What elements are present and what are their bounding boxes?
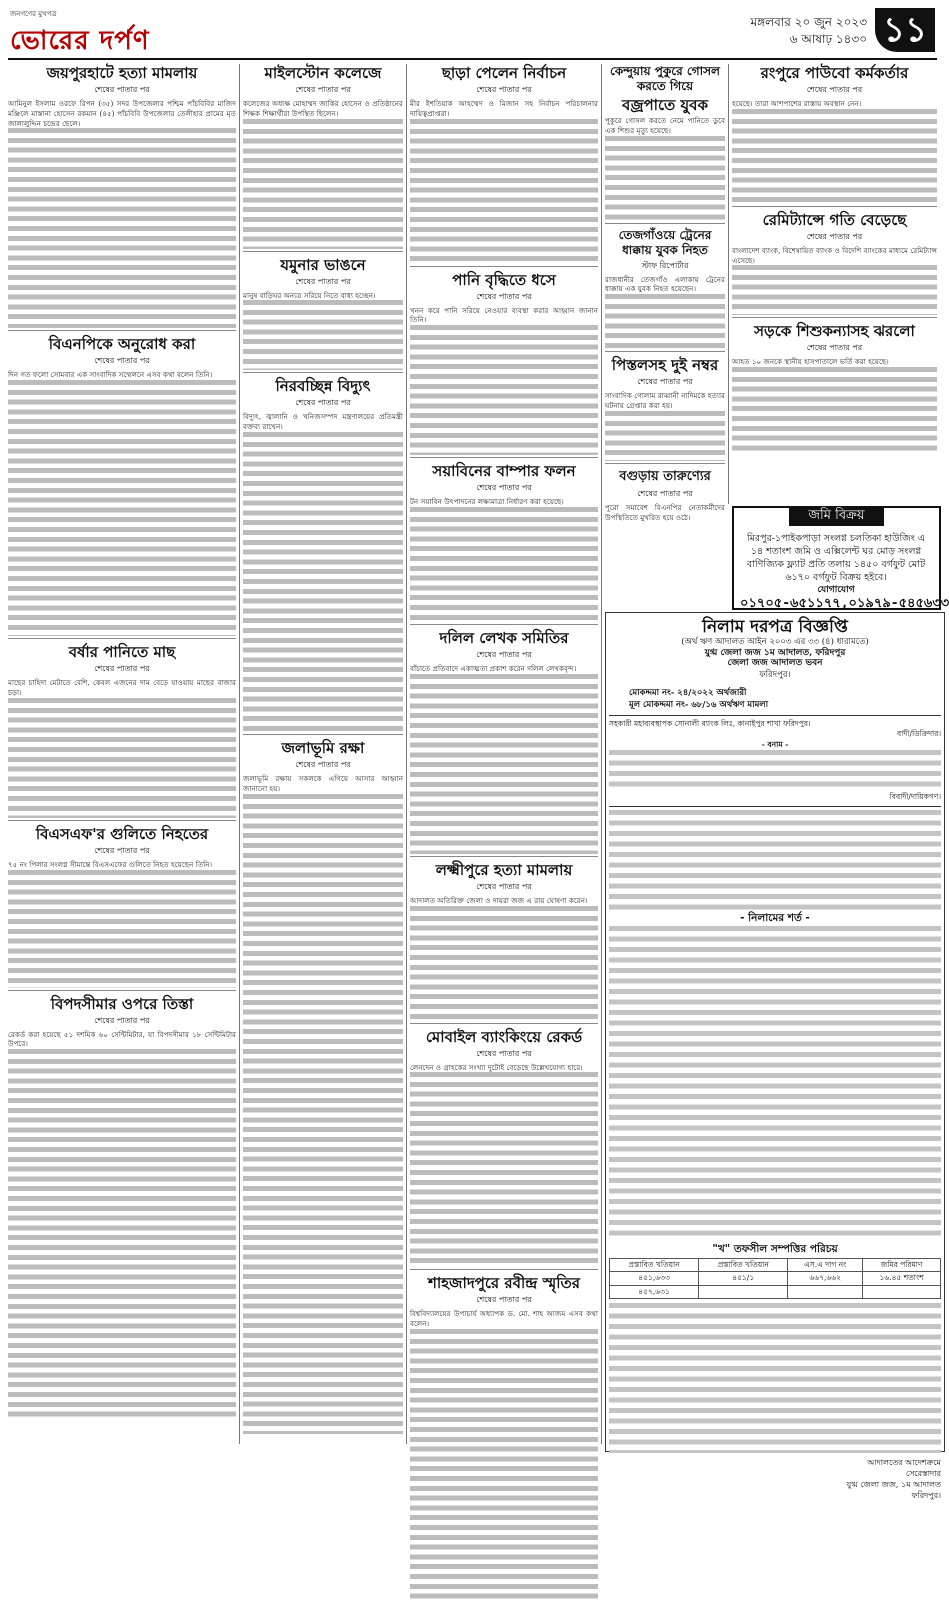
article-headline: ছাড়া পেলেন নির্বাচন (441, 64, 567, 82)
article (410, 629, 598, 857)
article-body: সাংবাদিক গোলাম রাব্বানী নাদিমকে হত্যার ঘটনায় গ্রেপ্তার করা হয়। (605, 391, 725, 410)
column-5 (732, 64, 937, 504)
article-byline: শেষের পাতার পর (295, 759, 351, 769)
article-body: বাংলাদেশ ব্যাংক, বিশেষায়িত ব্যাংক ও বিদেশি ব্যাংকের মাধ্যমে রেমিট্যান্স এসেছে। (732, 245, 937, 265)
conditions-text-lines (609, 926, 941, 1241)
signature-line: আদালতের আদেশক্রমে (867, 1458, 941, 1467)
notice-court: যুগ্ম জেলা জজ ১ম আদালত, ফরিদপুর (704, 647, 846, 658)
article-text-lines (243, 300, 403, 370)
versus: - বনাম - (761, 739, 789, 749)
article-text-lines (605, 294, 725, 349)
article-text-lines (8, 128, 236, 328)
article-byline: শেষের পাতার পর (476, 85, 532, 94)
article (8, 64, 236, 331)
table-cell: ৪৫১,৬৩৩ (610, 1272, 699, 1286)
article-headline: বর্ষার পানিতে মাছ (68, 643, 176, 662)
article (410, 462, 598, 625)
column-2 (243, 64, 403, 1444)
article (243, 377, 403, 735)
article-headline: পিস্তলসহ দুই নম্বর (611, 356, 719, 375)
article-byline: শেষের পাতার পর (476, 291, 532, 301)
article (8, 643, 236, 821)
article-headline: সয়াবিনের বাম্পার ফলন (432, 462, 576, 481)
article-text-lines (410, 325, 598, 455)
article-body: মীর ইশতিয়াক আহম্মেদ ও মিজান সহ নির্বাচন পরিচালনার দায়িত্বপ্রাপ্তরা। (410, 99, 598, 118)
column-4 (605, 64, 725, 522)
article-byline: স্টাফ রিপোর্টার (641, 260, 689, 270)
article (243, 64, 403, 252)
article-headline: লক্ষ্মীপুরে হত্যা মামলায় (435, 860, 573, 879)
table-cell (788, 1285, 863, 1299)
case-number: মোকদ্দমা নং- ২৪/২০২২ অর্থজারী (629, 687, 747, 698)
article (605, 228, 725, 353)
article-headline: সড়কে শিশুকন্যাসহ ঝরলো (754, 322, 915, 341)
article-text-lines (605, 411, 725, 461)
article-text-lines (605, 136, 725, 221)
article-byline: শেষের পাতার পর (94, 85, 150, 94)
article-headline: যমুনার ভাঙনে (280, 255, 366, 274)
schedule-table (609, 1258, 941, 1300)
article-headline: বিএনপিকে অনুরোধ করা (48, 335, 196, 354)
defendant-tag: বিবাদী/দায়িকগণ। (889, 792, 941, 801)
table-cell: ৪৫৭,৬৩১ (610, 1285, 699, 1299)
masthead (8, 6, 937, 60)
table-cell: ১৬.৪৫ শতাংশ (863, 1272, 941, 1286)
brand (10, 8, 150, 64)
article-byline: শেষের পাতার পর (637, 488, 693, 498)
article-text-lines (8, 1049, 236, 1419)
article-text-lines (8, 870, 236, 988)
article-body: বিদ্যুৎ, জ্বালানি ও খনিজসম্পদ মন্ত্রণালয়ের প্রতিমন্ত্রী বক্তব্য রাখেন। (243, 412, 403, 432)
article (732, 322, 937, 454)
article-text-lines (243, 794, 403, 1434)
notice-text-lines (609, 810, 941, 910)
schedule-text-lines (609, 1303, 941, 1453)
column-divider (601, 64, 602, 1444)
article-text-lines (410, 674, 598, 854)
table-cell: ৬৬৭,৬৬২ (788, 1272, 863, 1286)
article-byline: শেষের পাতার পর (94, 664, 150, 674)
article-text-lines (8, 698, 236, 818)
article (605, 356, 725, 464)
article-text-lines (410, 1329, 598, 1599)
article-byline: শেষের পাতার পর (476, 881, 532, 891)
article-body: দিন গত ফলো সোমবার এক সাংবাদিক সম্মেলনে এসব কথা বলেন তিনি। (8, 370, 236, 380)
notice-title: নিলাম দরপত্র বিজ্ঞপ্তি (702, 617, 848, 637)
article-byline: শেষের পাতার পর (295, 398, 351, 408)
article-headline: রেমিট্যান্সে গতি বেড়েছে (762, 210, 907, 229)
article-headline: দলিল লেখক সমিতির (439, 628, 569, 647)
table-header: প্রস্তাবিত খতিয়ান (610, 1258, 699, 1272)
table-row (610, 1272, 941, 1286)
article-headline: জয়পুরহাটে হত্যা মামলায় (46, 64, 198, 82)
article-body: পুরো সমাবেশ বিএনপির নেতাকর্মীদের উপস্থিতিতে মুখরিত হয়ে ওঠে। (605, 502, 725, 522)
article (732, 64, 937, 207)
article (410, 1028, 598, 1271)
article-text-lines (732, 265, 937, 315)
table-header: জমির পরিমাণ (863, 1258, 941, 1272)
article-byline: শেষের পাতার পর (295, 85, 351, 94)
article (8, 995, 236, 1422)
article-body: আমিনুল ইসলাম ওরফে রিপন (৩৫) সদর উপজেলার পশ্চিম পাঁচবিবির মাজিদ মঞ্জিলে মাস্তানা হোসেন রকমান (৪৫) পাঁচবিবি উপজেলার তেলীহার প্রামের মৃত জালালুদ্দিন চন্দ্রের ছেলে। (8, 99, 236, 128)
conditions-heading: - নিলামের শর্ত - (740, 911, 810, 924)
article-headline: রংপুরে পাউবো কর্মকর্তার (760, 64, 909, 82)
table-cell (699, 1285, 788, 1299)
article-body: রাজধানীর তেজগাঁও এলাকায় ট্রেনের ধাক্কায় এক যুবক নিহত হয়েছেন। (605, 274, 725, 294)
table-header: প্রস্তাবিত খতিয়ান (699, 1258, 788, 1272)
article-headline: জলাভূমি রক্ষা (281, 738, 365, 757)
notice-court-building: জেলা জজ আদালত ভবন (727, 658, 823, 668)
date-bangla: ৬ আষাঢ় ১৪৩০ (789, 32, 867, 46)
article-body: টন সয়াবিন উৎপাদনের লক্ষ্যমাত্রা নির্ধারণ করা হয়েছে। (410, 497, 598, 507)
article-body: জলাভূমি রক্ষায় সকলকে এগিয়ে আসার আহ্বান জানানো হয়। (243, 773, 403, 793)
column-1 (8, 64, 236, 1444)
article (732, 211, 937, 319)
parties (609, 715, 941, 807)
article-body: আহত ১০ জনকে স্থানীয় হাসপাতালে ভর্তি করা হয়েছে। (732, 357, 937, 367)
article (8, 825, 236, 991)
article (410, 271, 598, 459)
article-body: বাঁচাতে প্রতিবাদে একাত্মতা প্রকাশ করেন দলিল লেখকবৃন্দ। (410, 664, 598, 674)
article-byline: শেষের পাতার পর (806, 231, 863, 241)
table-header: এস.এ দাগ নং (788, 1258, 863, 1272)
article-headline: তেজগাঁওয়ে ট্রেনের ধাক্কায় যুবক নিহত (618, 227, 712, 257)
article-headline: কেন্দুয়ায় পুকুরে গোসল করতে গিয়ে (610, 64, 720, 93)
article-body: কলেজের অধ্যক্ষ মোহাম্মদ জাকির হোসেন ও প্রতিষ্ঠানের শিক্ষক শিক্ষার্থীরা উপস্থিত ছিলেন। (243, 99, 403, 118)
article-byline: শেষের পাতার পর (806, 343, 863, 353)
plaintiff: সহকারী মহাব্যবস্থাপক সোনালী ব্যাংক লিঃ, কানাইপুর শাখা ফরিদপুর। (609, 718, 811, 728)
article-byline: শেষের পাতার পর (94, 845, 150, 855)
article-text-lines (410, 906, 598, 1021)
article (410, 64, 598, 267)
table-header-row (610, 1258, 941, 1272)
article-body: হয়েছে। তারা আশপাশের রাস্তায় অবস্থান নেন। (732, 99, 937, 109)
article-byline: শেষের পাতার পর (476, 1048, 532, 1058)
article-body: পুকুরে গোসল করতে নেমে পানিতে ডুবে এক শিশুর মৃত্যু হয়েছে। (605, 116, 725, 135)
ad-body (740, 532, 949, 611)
article (243, 256, 403, 374)
article-headline: মাইলস্টোন কলেজে (264, 64, 382, 82)
article-body: বিশ্ববিদ্যালয়ের উপাচার্য অধ্যাপক ড. মো. শাহ আজম এসব কথা বলেন। (410, 1309, 598, 1329)
article-byline: শেষের পাতার পর (806, 85, 863, 94)
article-headline: পানি বৃদ্ধিতে ধসে (452, 270, 556, 289)
table-row (610, 1285, 941, 1299)
article-body: আদালত অতিরিক্ত জেলা ও দায়রা জজ এ রায় ঘোষণা করেন। (410, 896, 598, 906)
case-numbers (629, 687, 941, 711)
article-headline: বিপদসীমার ওপরে তিস্তা (50, 994, 194, 1013)
article-byline: শেষের পাতার পর (637, 377, 693, 387)
article-byline: শেষের পাতার পর (476, 483, 532, 493)
article-body: খনন করে পানি সরিয়ে নেওয়ার ব্যবস্থা করার আহ্বান জানান তিনি। (410, 305, 598, 325)
notice-law: (অর্থ ঋণ আদালত আইন ২০০৩ এর ৩৩ (৪) ধারামতে) (681, 636, 869, 647)
signature-line: ফরিদপুর। (911, 1491, 941, 1500)
article-byline: শেষের পাতার পর (476, 649, 532, 659)
article (8, 335, 236, 639)
article-body: লেনদেন ও গ্রাহকের সংখ্যা দুটোই বেড়েছে উল্লেখযোগ্য হারে। (410, 1063, 598, 1073)
notice-city: ফরিদপুর। (759, 669, 791, 680)
article-body: মাছের চাহিদা মেটাতে বেশি, কেবল এজনের দাম বেড়ে যাওয়ায় মাছের বাজার চড়া। (8, 678, 236, 697)
article-text-lines (732, 367, 937, 452)
land-sale-ad (732, 506, 949, 611)
table-cell: ৪৫১/১ (699, 1272, 788, 1286)
ad-title: জমি বিক্রয় (789, 506, 884, 526)
issue-date (751, 14, 867, 48)
original-case-number: মূল মোকদ্দমা নং- ৬৮/১৬ অর্থঋণ মামলা (629, 699, 769, 710)
date-gregorian: মঙ্গলবার ২০ জুন ২০২৩ (750, 15, 867, 29)
article (243, 739, 403, 1436)
article-text-lines (410, 1072, 598, 1267)
article-byline: শেষের পাতার পর (94, 1015, 150, 1025)
column-3 (410, 64, 598, 1444)
article-byline: শেষের পাতার পর (94, 356, 150, 366)
schedule-heading: "খ" তফসীল সম্পত্তির পরিচয় (712, 1243, 838, 1255)
table-cell (863, 1285, 941, 1299)
article (410, 1274, 598, 1601)
article (605, 64, 725, 224)
tagline: জনগণের মুখপত্র (10, 10, 57, 18)
article-text-lines (732, 109, 937, 204)
auction-notice (605, 612, 945, 1500)
article (605, 468, 725, 525)
article-byline: শেষের পাতার পর (295, 276, 351, 286)
article-text-lines (8, 380, 236, 636)
article-headline: বিএসএফ'র গুলিতে নিহতের (35, 824, 209, 843)
article-body: ৭৫ নং পিলার সংলগ্ন সীমান্তে বিএসএফের গুলিতে নিহত হয়েছেন তিনি। (8, 860, 236, 870)
article-headline: মোবাইল ব্যাংকিংয়ে রেকর্ড (425, 1027, 583, 1046)
article-headline: বগুড়ায় তারুণ্যের (619, 468, 711, 484)
article-body: রেকর্ড করা হয়েছে ৫১ দশমিক ৬০ সেন্টিমিটার, যা বিপদসীমার ১৮ সেন্টিমিটার উপরে। (8, 1029, 236, 1049)
article-text-lines (243, 119, 403, 249)
ad-text: মিরপুর-১পাইকপাড়া সংলগ্ন চলতিকা হাউজিং এ ১৪ শতাংশ জমি ও এক্সিলেন্ট ঘর মোড় সংলগ্ন বাণিজ্যিক ফ্ল্যাট প্রতি তলায় ১৪৫০ বর্গফুট মোট ৬১৭০ বর্গফুট বিক্রয় হইবে। (746, 533, 926, 583)
article (410, 861, 598, 1024)
column-divider (406, 64, 407, 1444)
signature-block (609, 1457, 941, 1501)
ad-phone: ০১৭০৫-৬৫১১৭৭,০১৯৭৯-৫৪৫৬৩৩ (740, 596, 949, 611)
column-divider (728, 64, 729, 504)
article-subheadline: বজ্রপাতে যুবক (621, 96, 709, 114)
article-body: মানুষ বাড়িঘর অন্যত্র সরিয়ে নিতে বাধ্য হচ্ছেন। (243, 291, 403, 301)
article-byline: শেষের পাতার পর (476, 1295, 532, 1305)
column-divider (239, 64, 240, 1444)
article-headline: শাহজাদপুরে রবীন্দ্র স্মৃতির (427, 1274, 581, 1293)
ad-contact-label: যোগাযোগ (817, 585, 855, 595)
newspaper-logo: ভোরের দর্পণ (10, 26, 150, 56)
signature-line: যুগ্ম জেলা জজ, ১ম আদালত (846, 1480, 941, 1489)
plaintiff-tag: বাদী/ডিক্রিদার। (897, 729, 941, 738)
defendant-lines (609, 750, 941, 792)
article-text-lines (243, 432, 403, 732)
article-text-lines (410, 119, 598, 264)
article-text-lines (410, 507, 598, 622)
signature-line: সেরেস্তাদার (905, 1469, 941, 1478)
article-headline: নিরবচ্ছিন্ন বিদ্যুৎ (275, 377, 371, 396)
page-number: ১১ (875, 8, 935, 52)
